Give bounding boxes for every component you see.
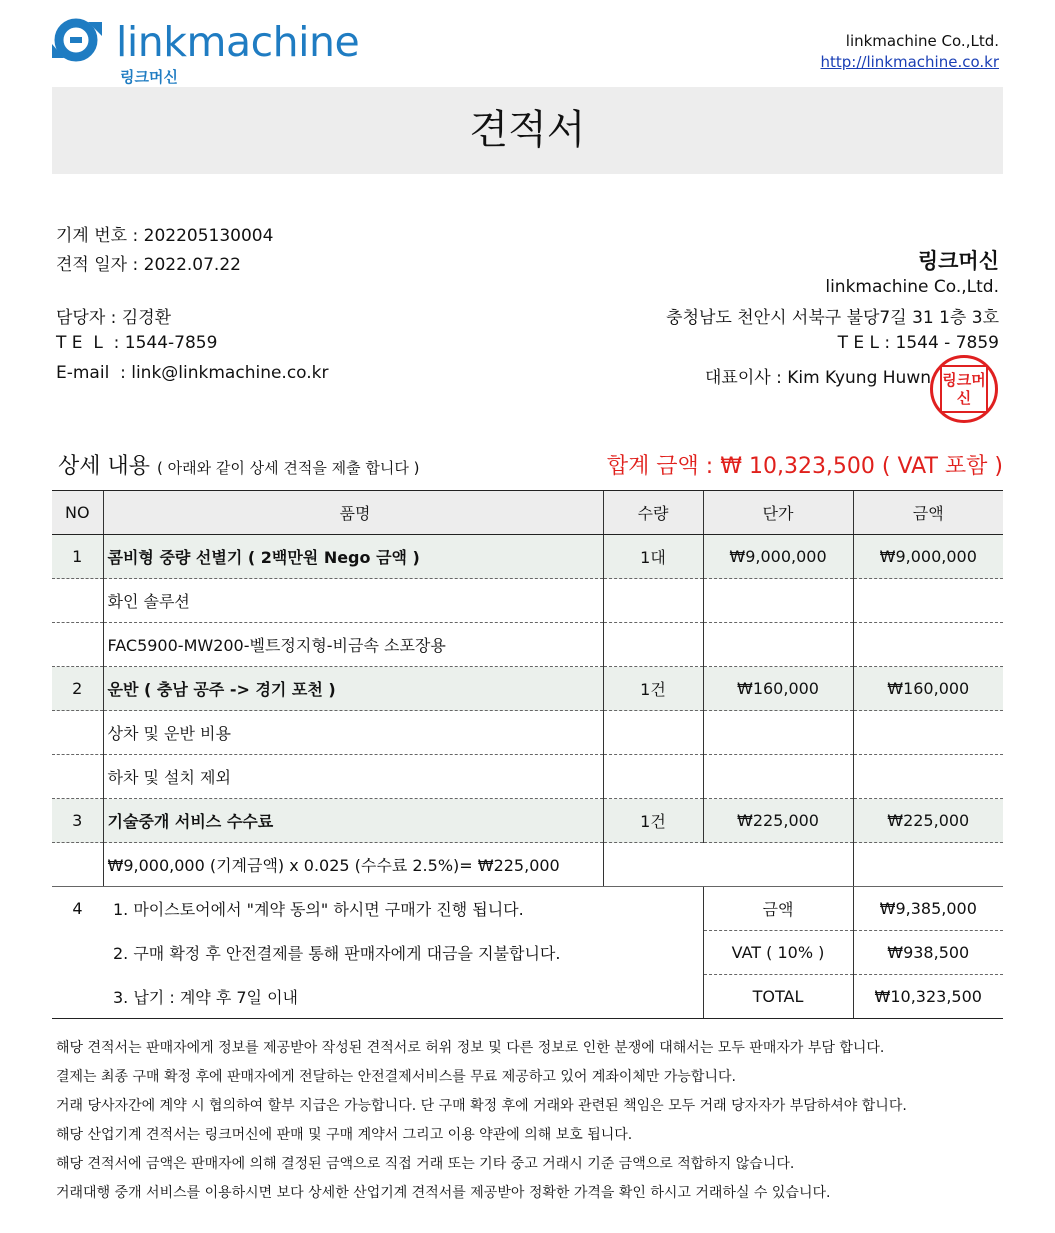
cell-name: 화인 솔루션	[103, 579, 603, 623]
supplier-name-en: linkmachine Co.,Ltd.	[825, 277, 999, 297]
cell-qty	[603, 623, 703, 667]
company-website-link[interactable]: http://linkmachine.co.kr	[820, 53, 999, 71]
cell-name: 콤비형 중량 선별기 ( 2백만원 Nego 금액 )	[103, 535, 603, 579]
cell-unit-price	[703, 623, 853, 667]
supplier-tel: T E L : 1544 - 7859	[837, 333, 999, 353]
cell-name: 운반 ( 충남 공주 -> 경기 포천 )	[103, 667, 603, 711]
cell-unit-price: ₩9,000,000	[703, 535, 853, 579]
header-qty: 수량	[603, 491, 703, 535]
cell-no	[52, 579, 103, 623]
manager-name: 담당자 : 김경환	[56, 308, 172, 328]
terms-line-1: 1. 마이스토어에서 "계약 동의" 하시면 구매가 진행 됩니다.	[113, 900, 524, 920]
table-row	[52, 711, 1003, 755]
summary-label-amount: 금액	[703, 887, 853, 931]
cell-qty	[603, 579, 703, 623]
cell-no	[52, 711, 103, 755]
supplier-ceo: 대표이사 : Kim Kyung Huwn	[704, 368, 931, 388]
note-line: 해당 견적서에 금액은 판매자에 의해 결정된 금액으로 직접 거래 또는 기타 중고 거래시 기준 금액으로 적합하지 않습니다.	[56, 1156, 795, 1172]
cell-amount	[853, 579, 1003, 623]
cell-unit-price	[703, 579, 853, 623]
cell-amount: ₩9,000,000	[853, 535, 1003, 579]
linkmachine-logo-icon	[52, 14, 108, 76]
cell-no: 3	[52, 799, 103, 843]
cell-unit-price	[703, 755, 853, 799]
company-name-en: linkmachine Co.,Ltd.	[845, 32, 999, 50]
terms-line-2: 2. 구매 확정 후 안전결제를 통해 판매자에게 대금을 지불합니다.	[113, 944, 561, 963]
note-line: 거래 당사자간에 계약 시 협의하여 할부 지급은 가능합니다. 단 구매 확정 후에 거래와 관련된 책임은 모두 거래 당자자가 부담하셔야 합니다.	[56, 1098, 907, 1114]
cell-amount	[853, 755, 1003, 799]
cell-qty: 1건	[603, 667, 703, 711]
summary-row	[52, 931, 1003, 975]
quote-date: 견적 일자 : 2022.07.22	[56, 255, 241, 275]
contact-email: E-mail : link@linkmachine.co.kr	[56, 363, 329, 383]
summary-row	[52, 887, 1003, 931]
company-seal-stamp	[930, 355, 998, 423]
header-amount: 금액	[853, 491, 1003, 535]
seal-text: 링크머신	[940, 365, 988, 413]
header-name: 품명	[103, 491, 603, 535]
machine-number: 기계 번호 : 202205130004	[56, 226, 274, 246]
cell-unit-price: ₩160,000	[703, 667, 853, 711]
cell-amount: ₩225,000	[853, 799, 1003, 843]
cell-qty	[603, 755, 703, 799]
supplier-address: 충청남도 천안시 서북구 불당7길 31 1층 3호	[666, 308, 999, 328]
cell-name: 기술중개 서비스 수수료	[103, 799, 603, 843]
section-title	[58, 449, 419, 480]
table-row	[52, 843, 1003, 887]
cell-no	[52, 843, 103, 887]
cell-name: 상차 및 운반 비용	[103, 711, 603, 755]
table-row	[52, 535, 1003, 579]
logo-wordmark-kr: 링크머신	[120, 68, 178, 86]
summary-label-total: TOTAL	[703, 975, 853, 1019]
cell-name: ₩9,000,000 (기계금액) x 0.025 (수수료 2.5%)= ₩225,000	[103, 843, 603, 887]
cell-no	[52, 755, 103, 799]
cell-no: 2	[52, 667, 103, 711]
summary-label-vat: VAT ( 10% )	[703, 931, 853, 975]
note-line: 결제는 최종 구매 확정 후에 판매자에게 전달하는 안전결제서비스를 무료 제공하고 있어 계좌이체만 가능합니다.	[56, 1069, 736, 1085]
note-line: 해당 산업기계 견적서는 링크머신에 판매 및 구매 계약서 그리고 이용 약관에 의해 보호 됩니다.	[56, 1127, 633, 1143]
company-logo	[52, 12, 360, 88]
cell-no	[52, 623, 103, 667]
cell-unit-price: ₩225,000	[703, 799, 853, 843]
quote-table	[52, 490, 1003, 1019]
terms-notes	[56, 1034, 907, 1208]
logo-wordmark: linkmachine	[116, 18, 360, 66]
header-no: NO	[52, 491, 103, 535]
document-title: 견적서	[52, 87, 1003, 174]
supplier-name-kr: 링크머신	[917, 249, 999, 273]
cell-unit-price	[703, 711, 853, 755]
cell-qty	[603, 711, 703, 755]
summary-value-vat: ₩938,500	[853, 931, 1003, 975]
cell-amount: ₩160,000	[853, 667, 1003, 711]
summary-value-amount: ₩9,385,000	[853, 887, 1003, 931]
table-row	[52, 755, 1003, 799]
table-row	[52, 667, 1003, 711]
summary-row	[52, 975, 1003, 1019]
contact-tel: T E L : 1544-7859	[56, 333, 218, 353]
table-header-row	[52, 491, 1003, 535]
cell-qty: 1건	[603, 799, 703, 843]
cell-amount	[853, 623, 1003, 667]
header-unit-price: 단가	[703, 491, 853, 535]
table-row	[52, 579, 1003, 623]
terms-line-3: 3. 납기 : 계약 후 7일 이내	[103, 975, 703, 1019]
cell-amount	[853, 843, 1003, 887]
header-company-info	[821, 31, 1000, 73]
cell-unit-price	[703, 843, 853, 887]
note-line: 해당 견적서는 판매자에게 정보를 제공받아 작성된 견적서로 허위 정보 및 다른 정보로 인한 분쟁에 대해서는 모두 판매자가 부담 합니다.	[56, 1040, 885, 1056]
section-subtitle: ( 아래와 같이 상세 견적을 제출 합니다 )	[157, 459, 420, 477]
table-row	[52, 799, 1003, 843]
section-title-text: 상세 내용	[58, 454, 151, 479]
summary-no: 4	[52, 887, 103, 1019]
cell-amount	[853, 711, 1003, 755]
table-row	[52, 623, 1003, 667]
cell-name: FAC5900-MW200-벨트정지형-비금속 소포장용	[103, 623, 603, 667]
total-amount-banner: 합계 금액 : ₩ 10,323,500 ( VAT 포함 )	[606, 454, 1003, 479]
cell-name: 하차 및 설치 제외	[103, 755, 603, 799]
note-line: 거래대행 중개 서비스를 이용하시면 보다 상세한 산업기계 견적서를 제공받아 정확한 가격을 확인 하시고 거래하실 수 있습니다.	[56, 1185, 831, 1201]
summary-value-total: ₩10,323,500	[853, 975, 1003, 1019]
cell-no: 1	[52, 535, 103, 579]
cell-qty	[603, 843, 703, 887]
cell-qty: 1대	[603, 535, 703, 579]
